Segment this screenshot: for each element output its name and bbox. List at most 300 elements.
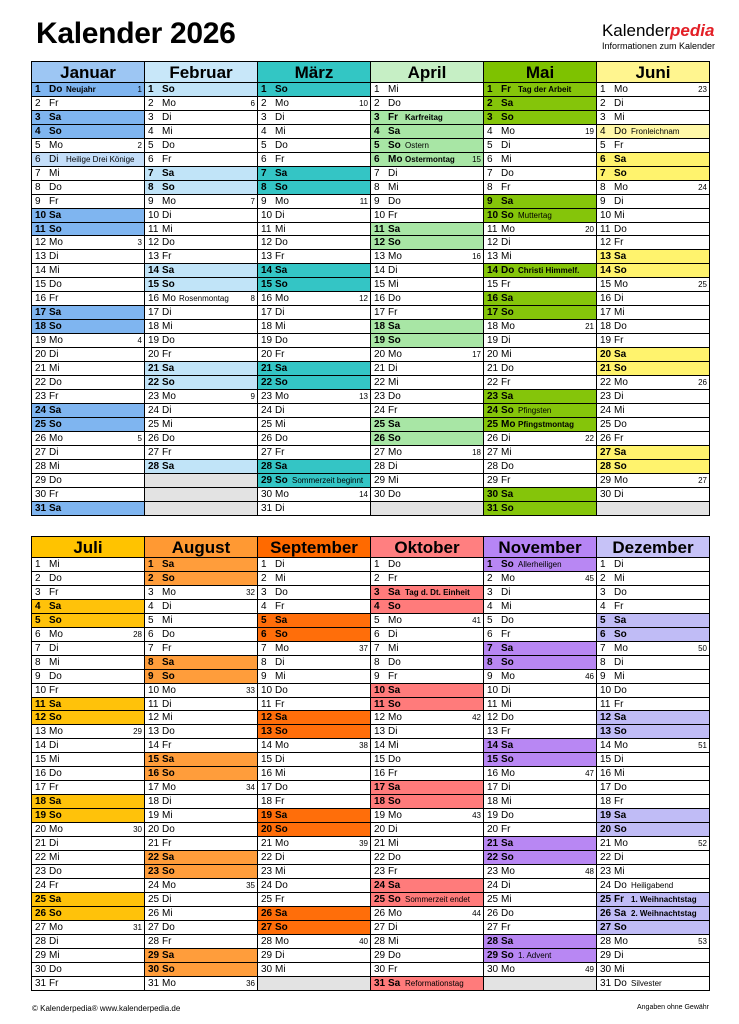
day-number: 10 <box>35 684 47 696</box>
holiday-label: Pfingsten <box>518 405 552 415</box>
weekday: Mi <box>49 754 60 766</box>
page-title: Kalender 2026 <box>36 17 236 50</box>
weekday: Fr <box>275 349 285 361</box>
day-row <box>145 83 257 97</box>
day-row <box>145 600 257 614</box>
day-row <box>597 418 709 432</box>
day-row <box>145 209 257 223</box>
day-number: 23 <box>261 390 273 402</box>
day-number: 27 <box>374 921 386 933</box>
weekday: Fr <box>614 237 624 249</box>
weekday: Sa <box>275 614 288 626</box>
week-number: 24 <box>698 182 707 192</box>
week-number: 35 <box>246 880 255 890</box>
day-row <box>32 264 144 278</box>
day-row <box>597 348 709 362</box>
weekday: Mo <box>501 670 515 682</box>
day-row <box>32 278 144 292</box>
day-number: 11 <box>600 698 611 710</box>
weekday: Mi <box>49 559 60 570</box>
weekday: Sa <box>388 586 401 598</box>
weekday: Do <box>49 963 62 975</box>
weekday: Mo <box>614 642 628 654</box>
day-number: 9 <box>35 195 41 207</box>
day-number: 12 <box>374 237 386 249</box>
day-number: 23 <box>374 390 386 402</box>
day-row <box>258 656 370 670</box>
weekday: Mo <box>501 963 515 975</box>
day-row <box>597 488 709 502</box>
weekday: Di <box>162 893 172 905</box>
day-number: 27 <box>35 446 47 458</box>
weekday: Mi <box>388 740 399 752</box>
day-row <box>32 153 144 167</box>
day-number: 9 <box>261 195 267 207</box>
weekday: Fr <box>388 111 398 123</box>
day-row <box>32 879 144 893</box>
holiday-label: Heilige Drei Könige <box>66 154 135 164</box>
weekday: Mi <box>501 251 512 263</box>
day-number: 5 <box>148 139 154 151</box>
weekday: Di <box>501 335 511 347</box>
day-row <box>32 236 144 250</box>
day-row <box>597 823 709 837</box>
weekday: Di <box>162 209 172 221</box>
day-row <box>371 698 483 712</box>
weekday: Fr <box>614 893 624 905</box>
day-number: 16 <box>261 293 273 305</box>
day-number: 7 <box>148 642 154 654</box>
calendar-second-half <box>31 536 710 991</box>
day-row <box>371 656 483 670</box>
day-number: 9 <box>374 195 380 207</box>
day-row <box>484 628 596 642</box>
day-row <box>145 656 257 670</box>
day-number: 8 <box>487 181 493 193</box>
day-row <box>597 125 709 139</box>
day-number: 10 <box>374 684 386 696</box>
weekday: Mi <box>162 810 173 822</box>
weekday: Sa <box>614 153 627 165</box>
day-number: 5 <box>374 139 380 151</box>
day-number: 26 <box>35 432 47 444</box>
day-number: 19 <box>600 335 612 347</box>
week-number: 41 <box>472 615 481 625</box>
weekday: Do <box>501 167 514 179</box>
weekday: Sa <box>162 852 175 864</box>
day-number: 2 <box>374 97 380 109</box>
weekday: Di <box>388 628 398 640</box>
weekday: Mi <box>49 656 60 668</box>
weekday: Di <box>388 460 398 472</box>
day-row <box>145 139 257 153</box>
weekday: Mo <box>501 865 515 877</box>
day-number: 3 <box>261 111 267 123</box>
day-number: 9 <box>261 670 267 682</box>
day-row <box>371 83 483 97</box>
weekday: Do <box>49 84 63 95</box>
weekday: So <box>275 279 288 291</box>
month-header: April <box>371 61 483 83</box>
day-row <box>371 390 483 404</box>
weekday: Di <box>49 251 59 263</box>
day-row <box>484 893 596 907</box>
month-column-0 <box>32 61 145 516</box>
day-row <box>258 837 370 851</box>
day-number: 17 <box>148 307 160 319</box>
day-number: 25 <box>148 893 160 905</box>
day-row <box>484 935 596 949</box>
weekday: Sa <box>614 349 627 361</box>
weekday: So <box>501 209 514 221</box>
day-row <box>371 278 483 292</box>
day-number: 11 <box>374 698 385 710</box>
empty-cell <box>258 977 370 991</box>
day-number: 15 <box>35 279 47 291</box>
month-column-1 <box>145 61 258 516</box>
weekday: Do <box>162 726 175 738</box>
logo <box>602 22 715 51</box>
week-number: 7 <box>250 196 255 206</box>
day-number: 3 <box>35 586 41 598</box>
week-number: 16 <box>472 252 481 262</box>
weekday: Mi <box>49 363 60 375</box>
day-row <box>597 292 709 306</box>
holiday-label: Silvester <box>631 978 662 988</box>
week-number: 47 <box>585 769 594 779</box>
day-number: 1 <box>600 559 606 570</box>
day-number: 19 <box>261 335 273 347</box>
day-row <box>371 572 483 586</box>
day-row <box>371 250 483 264</box>
day-row <box>258 921 370 935</box>
weekday: Do <box>388 488 401 500</box>
day-row <box>597 320 709 334</box>
weekday: So <box>49 321 62 333</box>
week-number: 17 <box>472 350 481 360</box>
weekday: Mi <box>614 307 625 319</box>
day-number: 15 <box>261 279 273 291</box>
weekday: Do <box>275 782 288 794</box>
day-number: 21 <box>148 838 160 850</box>
weekday: Fr <box>275 796 285 808</box>
day-number: 3 <box>261 586 267 598</box>
day-number: 17 <box>261 307 273 319</box>
weekday: Fr <box>388 404 398 416</box>
week-number: 2 <box>137 140 142 150</box>
day-number: 30 <box>374 488 386 500</box>
weekday: So <box>275 824 288 836</box>
weekday: Do <box>49 377 62 389</box>
weekday: Di <box>388 265 398 277</box>
day-number: 16 <box>374 768 386 780</box>
day-row <box>484 586 596 600</box>
day-number: 19 <box>487 335 499 347</box>
day-number: 4 <box>148 125 154 137</box>
day-row <box>484 209 596 223</box>
day-row <box>258 418 370 432</box>
day-number: 7 <box>35 642 41 654</box>
day-row <box>145 111 257 125</box>
weekday: Do <box>501 363 514 375</box>
day-row <box>258 767 370 781</box>
day-row <box>145 879 257 893</box>
weekday: Mi <box>275 321 286 333</box>
week-number: 34 <box>246 783 255 793</box>
day-row <box>32 404 144 418</box>
holiday-label: Muttertag <box>518 210 552 220</box>
day-number: 15 <box>374 279 386 291</box>
day-number: 23 <box>600 865 612 877</box>
weekday: Mi <box>614 865 625 877</box>
week-number: 43 <box>472 811 481 821</box>
weekday: Mo <box>614 279 628 291</box>
month-column-2 <box>258 61 371 516</box>
weekday: So <box>162 572 175 584</box>
week-number: 38 <box>359 741 368 751</box>
weekday: Fr <box>275 600 285 612</box>
week-number: 44 <box>472 908 481 918</box>
day-number: 27 <box>261 446 273 458</box>
day-number: 26 <box>261 907 273 919</box>
week-number: 14 <box>359 489 368 499</box>
weekday: Do <box>275 684 288 696</box>
weekday: Fr <box>388 865 398 877</box>
day-row <box>597 879 709 893</box>
weekday: So <box>614 726 627 738</box>
day-row <box>145 236 257 250</box>
day-row <box>258 83 370 97</box>
day-number: 28 <box>600 935 612 947</box>
weekday: Di <box>388 167 398 179</box>
day-row <box>32 586 144 600</box>
day-row <box>484 949 596 963</box>
day-number: 9 <box>35 670 41 682</box>
week-number: 1 <box>137 85 142 94</box>
day-row <box>258 474 370 488</box>
weekday: Mi <box>614 572 625 584</box>
empty-cell <box>371 502 483 516</box>
day-number: 16 <box>148 293 160 305</box>
day-number: 24 <box>487 404 499 416</box>
weekday: Fr <box>501 726 511 738</box>
weekday: Fr <box>614 139 624 151</box>
day-row <box>145 334 257 348</box>
day-row <box>371 460 483 474</box>
day-row <box>145 614 257 628</box>
day-number: 9 <box>487 195 493 207</box>
holiday-label: Ostermontag <box>405 154 455 164</box>
weekday: So <box>388 796 401 808</box>
day-row <box>145 181 257 195</box>
day-number: 5 <box>35 139 41 151</box>
day-number: 12 <box>35 237 47 249</box>
weekday: So <box>501 656 514 668</box>
day-row <box>597 614 709 628</box>
weekday: So <box>501 754 514 766</box>
day-number: 29 <box>148 949 160 961</box>
day-number: 12 <box>487 712 499 724</box>
weekday: Di <box>614 949 624 961</box>
day-row <box>258 236 370 250</box>
day-number: 8 <box>374 656 380 668</box>
day-number: 19 <box>487 810 499 822</box>
day-number: 16 <box>35 293 47 305</box>
day-number: 14 <box>35 265 47 277</box>
weekday: Mo <box>49 335 63 347</box>
weekday: Do <box>388 852 401 864</box>
day-number: 18 <box>35 321 47 333</box>
day-row <box>597 111 709 125</box>
day-number: 20 <box>600 824 612 836</box>
weekday: Mo <box>614 474 628 486</box>
weekday: Di <box>49 740 59 752</box>
day-row <box>597 167 709 181</box>
day-row <box>145 125 257 139</box>
day-number: 11 <box>261 698 272 710</box>
day-row <box>484 670 596 684</box>
holiday-label: Tag d. Dt. Einheit <box>405 587 470 597</box>
day-row <box>32 460 144 474</box>
day-row <box>32 600 144 614</box>
day-row <box>484 264 596 278</box>
empty-cell <box>484 977 596 991</box>
day-row <box>484 167 596 181</box>
day-row <box>258 264 370 278</box>
weekday: Fr <box>49 195 59 207</box>
day-number: 5 <box>487 614 493 626</box>
weekday: So <box>614 265 627 277</box>
day-row <box>484 97 596 111</box>
day-number: 16 <box>600 293 612 305</box>
day-number: 10 <box>600 209 612 221</box>
week-number: 18 <box>472 447 481 457</box>
day-number: 8 <box>35 181 41 193</box>
day-number: 27 <box>35 921 47 933</box>
day-row <box>145 404 257 418</box>
day-number: 13 <box>600 251 612 263</box>
weekday: Di <box>49 153 59 165</box>
week-number: 19 <box>585 126 594 136</box>
day-number: 14 <box>148 740 160 752</box>
day-row <box>597 264 709 278</box>
day-number: 1 <box>148 559 154 570</box>
week-number: 5 <box>137 433 142 443</box>
day-number: 22 <box>148 852 160 864</box>
day-number: 23 <box>487 865 499 877</box>
weekday: Mo <box>162 879 176 891</box>
day-number: 13 <box>261 251 273 263</box>
day-number: 5 <box>487 139 493 151</box>
day-row <box>258 223 370 237</box>
day-row <box>145 837 257 851</box>
day-row <box>32 781 144 795</box>
weekday: Mo <box>614 377 628 389</box>
weekday: Mo <box>162 684 176 696</box>
holiday-label: Allerheiligen <box>518 560 562 569</box>
day-row <box>32 572 144 586</box>
weekday: Fr <box>501 474 511 486</box>
day-row <box>484 865 596 879</box>
weekday: Fr <box>49 586 59 598</box>
day-row <box>145 893 257 907</box>
day-row <box>484 739 596 753</box>
weekday: Mi <box>275 768 286 780</box>
day-row <box>145 851 257 865</box>
day-row <box>371 488 483 502</box>
weekday: Mi <box>388 279 399 291</box>
day-row <box>145 684 257 698</box>
day-number: 28 <box>148 460 160 472</box>
weekday: Di <box>275 852 285 864</box>
day-row <box>597 753 709 767</box>
weekday: Sa <box>49 307 62 319</box>
day-row <box>371 642 483 656</box>
day-number: 22 <box>600 852 612 864</box>
weekday: Sa <box>388 782 401 794</box>
weekday: So <box>49 125 62 137</box>
weekday: Do <box>275 432 288 444</box>
day-row <box>145 795 257 809</box>
weekday: Sa <box>275 265 288 277</box>
week-number: 22 <box>585 433 594 443</box>
day-row <box>484 404 596 418</box>
logo-name-a: Kalender <box>601 21 670 40</box>
day-row <box>484 418 596 432</box>
weekday: Sa <box>49 209 62 221</box>
weekday: Do <box>614 977 627 989</box>
weekday: So <box>275 181 288 193</box>
day-number: 17 <box>600 782 612 794</box>
day-row <box>32 670 144 684</box>
day-number: 17 <box>35 307 47 319</box>
weekday: Fr <box>49 684 59 696</box>
weekday: Di <box>49 838 59 850</box>
weekday: Sa <box>388 879 401 891</box>
day-number: 12 <box>35 712 47 724</box>
weekday: Sa <box>49 698 62 710</box>
day-number: 30 <box>487 963 499 975</box>
weekday: Di <box>162 307 172 319</box>
day-number: 28 <box>374 460 386 472</box>
day-row <box>371 795 483 809</box>
day-row <box>597 250 709 264</box>
day-row <box>484 684 596 698</box>
day-row <box>32 907 144 921</box>
weekday: Di <box>388 921 398 933</box>
day-row <box>484 963 596 977</box>
day-row <box>145 460 257 474</box>
day-number: 27 <box>148 921 160 933</box>
weekday: Mo <box>388 712 402 724</box>
day-number: 27 <box>374 446 386 458</box>
weekday: Sa <box>501 642 514 654</box>
day-row <box>32 390 144 404</box>
day-number: 14 <box>35 740 47 752</box>
day-number: 25 <box>600 418 612 430</box>
weekday: Sa <box>275 712 288 724</box>
empty-cell <box>597 502 709 516</box>
weekday: Mo <box>275 390 289 402</box>
weekday: Mo <box>614 935 628 947</box>
day-number: 23 <box>35 390 47 402</box>
day-number: 24 <box>487 879 499 891</box>
day-row <box>597 334 709 348</box>
weekday: Do <box>162 921 175 933</box>
weekday: Sa <box>388 321 401 333</box>
day-row <box>32 977 144 991</box>
weekday: Di <box>614 293 624 305</box>
